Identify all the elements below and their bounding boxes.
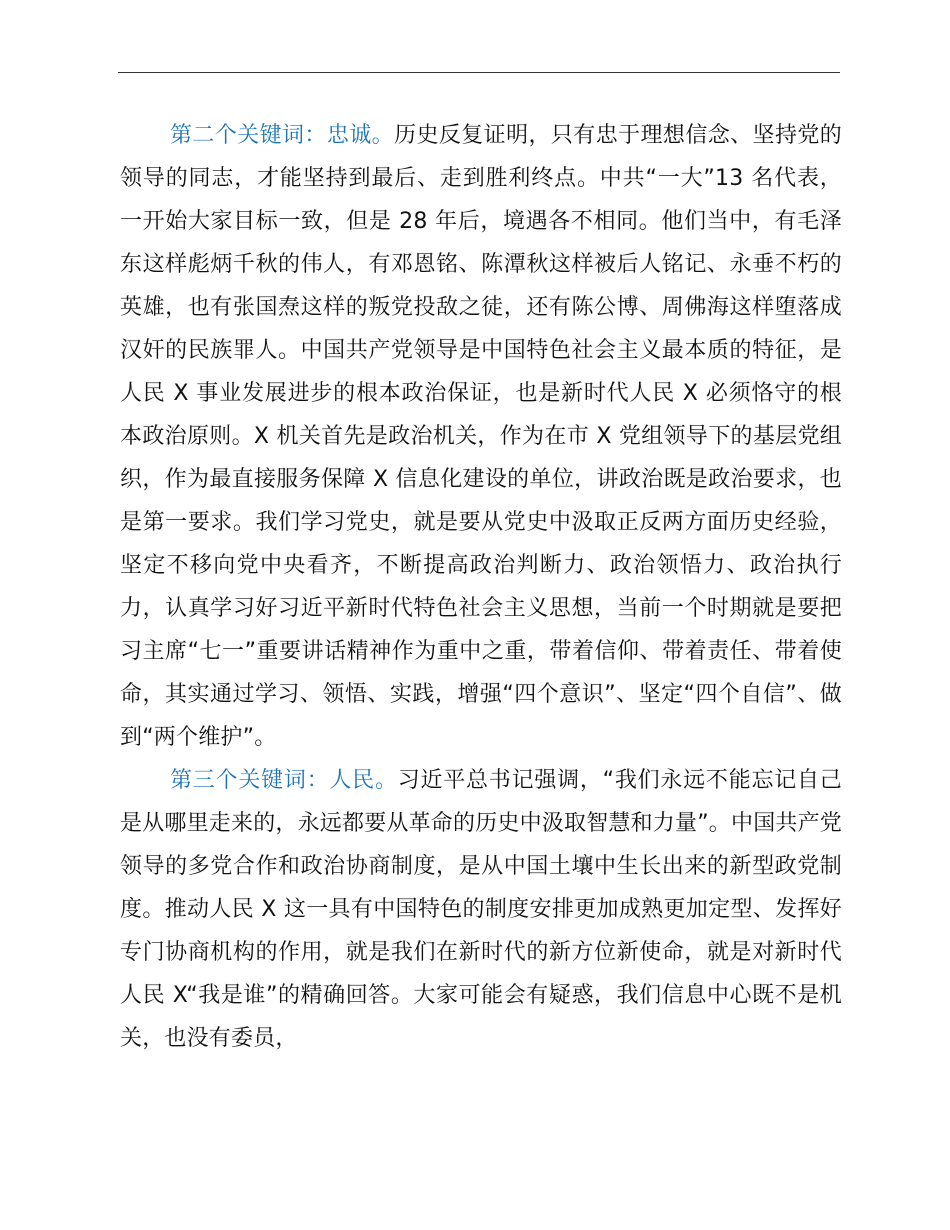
paragraph-people-text: 习近平总书记强调，“我们永远不能忘记自己是从哪里走来的，永远都要从革命的历史中汲取智慧和力量”。中国共产党领导的多党合作和政治协商制度，是从中国土壤中生长出来的新型政党制度。推动人民 X 这一具有中国特色的制度安排更加成熟更加定型、发挥好专门协商机构的作用，就是我们在新时代的新方位新使命，就是对新时代人民 X“我是谁”的精确回答。大家可能会有疑惑，我们信息中心既不是机关，也没有委员， [120,768,842,1051]
document-body [120,114,842,1060]
paragraph-loyalty-text: 历史反复证明，只有忠于理想信念、坚持党的领导的同志，才能坚持到最后、走到胜利终点。中共“一大”13 名代表，一开始大家目标一致，但是 28 年后，境遇各不相同。他们当中，有毛泽东这样彪炳千秋的伟人，有邓恩铭、陈潭秋这样被后人铭记、永垂不朽的英雄，也有张国焘这样的叛党投敌之徒，还有陈公博、周佛海这样堕落成汉奸的民族罪人。中国共产党领导是中国特色社会主义最本质的特征，是人民 X 事业发展进步的根本政治保证，也是新时代人民 X 必须恪守的根本政治原则。X 机关首先是政治机关，作为在市 X 党组领导下的基层党组织，作为最直接服务保障 X 信息化建设的单位，讲政治既是政治要求，也是第一要求。我们学习党史，就是要从党史中汲取正反两方面历史经验，坚定不移向党中央看齐，不断提高政治判断力、政治领悟力、政治执行力，认真学习好习近平新时代特色社会主义思想，当前一个时期就是要把习主席“七一”重要讲话精神作为重中之重，带着信仰、带着责任、带着使命，其实通过学习、领悟、实践，增强“四个意识”、坚定“四个自信”、做到“两个维护”。 [120,123,842,750]
keyword-loyalty: 第二个关键词：忠诚。 [170,123,395,148]
paragraph-loyalty [120,114,842,759]
keyword-people: 第三个关键词：人民。 [170,768,398,793]
header-rule [118,72,840,73]
paragraph-people [120,759,842,1060]
